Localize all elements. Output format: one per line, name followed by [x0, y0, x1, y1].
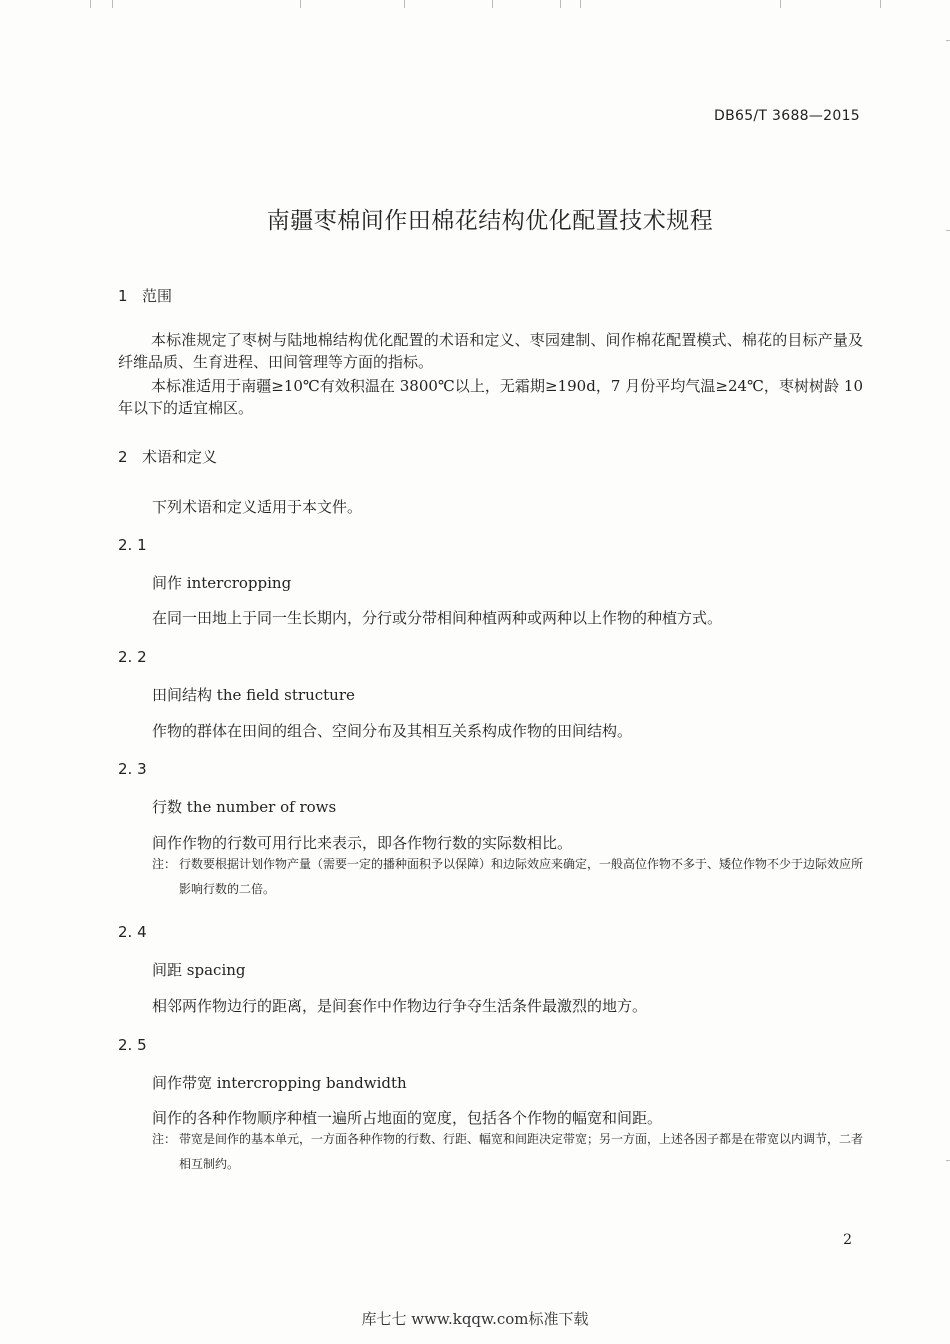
- section-2-intro: 下列术语和定义适用于本文件。: [152, 498, 363, 516]
- term-2-4-number: 2. 4: [118, 923, 147, 941]
- term-2-5-number: 2. 5: [118, 1036, 147, 1054]
- scan-mark: [946, 1160, 950, 1161]
- scan-mark: [560, 0, 561, 8]
- term-2-2-definition: 作物的群体在田间的组合、空间分布及其相互关系构成作物的田间结构。: [152, 722, 633, 740]
- page-number: 2: [843, 1232, 852, 1248]
- section-1-para-1: 本标准规定了枣树与陆地棉结构优化配置的术语和定义、枣园建制、间作棉花配置模式、棉花的目标产量及纤维品质、生育进程、田间管理等方面的指标。: [118, 331, 863, 371]
- term-2-3-number: 2. 3: [118, 760, 147, 778]
- term-2-5-note-label: 注：: [152, 1132, 177, 1146]
- term-2-4-definition: 相邻两作物边行的距离，是间套作中作物边行争夺生活条件最激烈的地方。: [152, 997, 648, 1015]
- section-1-heading: [118, 285, 172, 306]
- term-2-1-zh: 间作: [152, 574, 183, 592]
- scan-mark: [404, 0, 405, 8]
- term-2-5-en: intercropping bandwidth: [216, 1074, 407, 1092]
- term-2-2-zh: 田间结构: [152, 686, 213, 704]
- term-2-5-note-text: 带宽是间作的基本单元，一方面各种作物的行数、行距、幅宽和间距决定带宽；另一方面，上述各因子都是在带宽以内调节，二者相互制约。: [179, 1132, 864, 1171]
- term-2-3-zh: 行数: [152, 798, 183, 816]
- term-2-3-note: [152, 852, 868, 902]
- term-2-3-note-label: 注：: [152, 857, 177, 871]
- scan-mark: [492, 0, 493, 8]
- section-2-title: 术语和定义: [142, 448, 218, 466]
- section-1-para-2: 本标准适用于南疆≥10℃有效积温在 3800℃以上，无霜期≥190d，7 月份平均气温≥24℃，枣树树龄 10 年以下的适宜棉区。: [118, 377, 863, 417]
- scan-mark: [90, 0, 91, 8]
- term-2-5-zh: 间作带宽: [152, 1074, 213, 1092]
- term-2-1-en: intercropping: [186, 574, 292, 592]
- scan-mark: [300, 0, 301, 8]
- term-2-3-en: the number of rows: [186, 798, 337, 816]
- standard-code: DB65/T 3688—2015: [714, 108, 860, 124]
- document-title: 南疆枣棉间作田棉花结构优化配置技术规程: [266, 208, 714, 234]
- term-2-4: [152, 959, 246, 980]
- section-1-number: 1: [118, 287, 128, 305]
- scan-mark: [880, 0, 881, 8]
- term-2-1-number: 2. 1: [118, 536, 147, 554]
- term-2-1-definition: 在同一田地上于同一生长期内，分行或分带相间种植两种或两种以上作物的种植方式。: [152, 609, 723, 627]
- term-2-3-note-text: 行数要根据计划作物产量（需要一定的播种面积予以保障）和边际效应来确定，一般高位作物不多于、矮位作物不少于边际效应所影响行数的二倍。: [179, 857, 864, 896]
- section-1-title: 范围: [142, 287, 173, 305]
- term-2-4-en: spacing: [186, 961, 246, 979]
- term-2-5-definition: 间作的各种作物顺序种植一遍所占地面的宽度，包括各个作物的幅宽和间距。: [152, 1109, 663, 1127]
- term-2-5: [152, 1072, 407, 1093]
- term-2-4-zh: 间距: [152, 961, 183, 979]
- scan-mark: [946, 40, 950, 41]
- scan-mark: [780, 0, 781, 8]
- term-2-5-note: [152, 1127, 868, 1177]
- scan-mark: [112, 0, 113, 8]
- term-2-2: [152, 684, 355, 705]
- section-2-number: 2: [118, 448, 128, 466]
- term-2-2-number: 2. 2: [118, 648, 147, 666]
- scan-mark: [580, 0, 581, 8]
- footer-watermark: 库七七 www.kqqw.com标准下载: [361, 1310, 589, 1328]
- term-2-2-en: the field structure: [216, 686, 355, 704]
- term-2-3: [152, 796, 336, 817]
- term-2-3-definition: 间作作物的行数可用行比来表示，即各作物行数的实际数相比。: [152, 834, 573, 852]
- term-2-1: [152, 572, 291, 593]
- section-2-heading: [118, 446, 217, 467]
